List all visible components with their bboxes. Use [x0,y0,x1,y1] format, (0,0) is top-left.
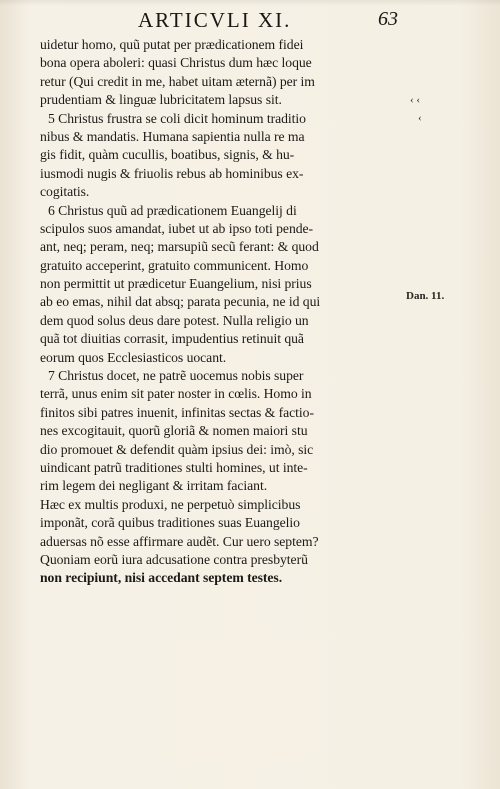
page-number: 63 [378,8,398,30]
text-line: 5 Christus frustra se coli dicit hominum traditio [48,110,306,126]
text-line: non permittit ut prædicetur Euangelium, nisi prius [40,276,312,292]
running-head: ARTICVLI XI. [138,8,292,32]
text-line: Quoniam eorũ iura adcusatione contra presbyterũ [40,551,308,567]
text-line: uidetur homo, quũ putat per prædicationem fidei [40,37,304,52]
body-text [40,36,406,588]
text-line: imponãt, corã quibus traditiones suas Euangelio [40,515,300,531]
text-line: scipulos suos amandat, iubet ut ab ipso toti pende- [40,220,314,236]
text-line: quã tot diuitias corrasit, impudentius retinuit quã [40,331,304,347]
text-line: retur (Qui credit in me, habet uitam æternã) per im [40,73,315,89]
text-line: finitos sibi patres inuenit, infinitas sectas & factio- [40,404,314,420]
text-line: nes excogitauit, quorũ gloriã & nomen maiori stu [40,423,308,439]
text-line: rim legem dei negligant & irritam faciant. [40,478,268,494]
text-line: 7 Christus docet, ne patrẽ uocemus nobis super [48,368,304,384]
text-line: iusmodi nugis & friuolis rebus ab hominibus ex- [40,165,304,181]
margin-note-reference: Dan. 11. [406,290,445,302]
text-line: eorum quos Ecclesiasticos uocant. [40,349,227,365]
text-line: dem quod solus deus dare potest. Nulla religio un [40,312,309,328]
text-line: ab eo emas, nihil dat absq; parata pecunia, ne id qui [40,294,321,310]
text-line: gratuito acceperint, gratuito communicent. Homo [40,257,309,273]
text-line: nibus & mandatis. Humana sapientia nulla re ma [40,128,305,144]
text-line: prudentiam & linguæ lubricitatem lapsus sit. [40,92,282,108]
text-line: aduersas nõ esse affirmare audẽt. Cur uero septem? [40,533,319,549]
text-line: gis fidit, quàm cucullis, boatibus, signis, & hu- [40,147,295,163]
text-line: dio promouet & defendit quàm ipsius dei: imò, sic [40,441,314,457]
text-line: uindicant patrũ traditiones stulti homines, ut inte- [40,459,308,475]
text-line: non recipiunt, nisi accedant septem testes. [40,570,283,586]
margin-note: ‹ ‹ [410,94,421,106]
text-line: cogitatis. [40,184,90,200]
text-line: bona opera aboleri: quasi Christus dum hæc loque [40,55,312,71]
text-line: Hæc ex multis produxi, ne perpetuò simplicibus [40,496,301,512]
text-line: ant, neq; peram, neq; marsupiũ secũ ferant: & quod [40,239,319,255]
text-line: terrã, unus enim sit pater noster in cœlis. Homo in [40,386,312,402]
margin-note: ‹ [418,112,422,124]
page-header [0,6,500,36]
text-line: 6 Christus quũ ad prædicationem Euangelij di [48,202,297,218]
